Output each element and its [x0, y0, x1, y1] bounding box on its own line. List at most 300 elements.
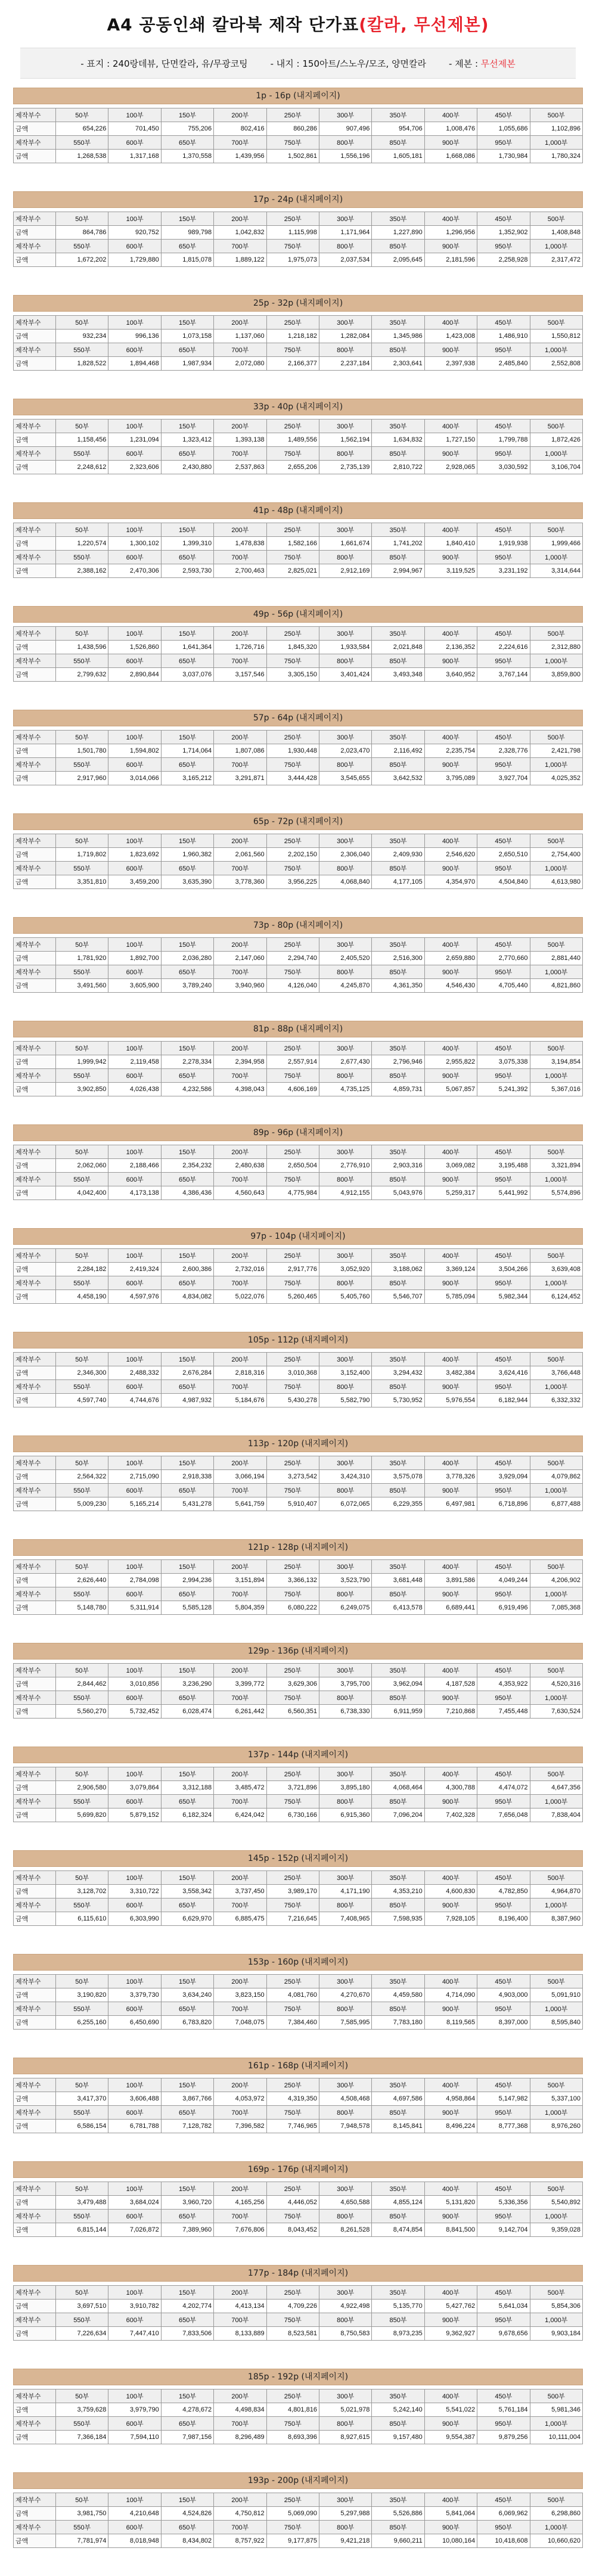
quantity-cell: 850부 [372, 2313, 424, 2327]
price-cell: 7,128,782 [161, 2120, 213, 2133]
quantity-cell: 900부 [424, 2002, 477, 2016]
price-cell: 7,026,872 [108, 2223, 161, 2237]
quantity-cell: 650부 [161, 2210, 213, 2223]
quantity-cell: 850부 [372, 1484, 424, 1497]
quantity-cell: 350부 [372, 731, 424, 744]
price-cell: 3,014,066 [108, 772, 161, 785]
price-section [13, 2369, 583, 2472]
quantity-row [14, 447, 583, 461]
quantity-cell: 500부 [530, 1042, 582, 1055]
price-cell: 5,069,090 [266, 2507, 319, 2521]
price-cell: 2,354,232 [161, 1159, 213, 1173]
quantity-row [14, 1353, 583, 1366]
price-cell: 7,455,448 [477, 1705, 530, 1719]
quantity-cell: 350부 [372, 2286, 424, 2300]
price-section [13, 1539, 583, 1643]
price-cell: 5,841,064 [424, 2507, 477, 2521]
price-cell: 3,128,702 [56, 1885, 108, 1898]
quantity-cell: 250부 [266, 834, 319, 848]
quantity-cell: 850부 [372, 1380, 424, 1394]
quantity-cell: 300부 [319, 731, 371, 744]
quantity-row [14, 420, 583, 433]
row-label: 금액 [14, 2300, 56, 2313]
price-cell: 3,314,644 [530, 564, 582, 578]
price-cell: 3,379,730 [108, 1988, 161, 2002]
price-cell: 7,676,806 [214, 2223, 266, 2237]
quantity-row [14, 1276, 583, 1290]
row-label: 금액 [14, 668, 56, 682]
quantity-row [14, 731, 583, 744]
quantity-cell: 50부 [56, 1767, 108, 1781]
row-label: 제작부수 [14, 212, 56, 226]
quantity-cell: 950부 [477, 758, 530, 772]
row-label: 제작부수 [14, 1042, 56, 1055]
quantity-cell: 1,000부 [530, 447, 582, 461]
quantity-cell: 600부 [108, 447, 161, 461]
price-cell: 3,351,810 [56, 875, 108, 889]
price-cell: 860,286 [266, 122, 319, 136]
price-cell: 3,721,896 [266, 1781, 319, 1795]
price-cell: 2,023,470 [319, 744, 371, 758]
price-cell: 1,726,716 [214, 641, 266, 654]
row-label: 제작부수 [14, 2313, 56, 2327]
row-label: 제작부수 [14, 862, 56, 875]
quantity-cell: 800부 [319, 1380, 371, 1394]
row-label: 금액 [14, 1912, 56, 1926]
price-cell: 3,194,854 [530, 1055, 582, 1069]
price-cell: 3,291,871 [214, 772, 266, 785]
price-cell: 2,323,606 [108, 461, 161, 474]
price-cell: 3,273,542 [266, 1470, 319, 1484]
quantity-cell: 650부 [161, 343, 213, 357]
row-label: 제작부수 [14, 2182, 56, 2196]
price-cell: 5,405,760 [319, 1290, 371, 1304]
quantity-cell: 300부 [319, 108, 371, 122]
price-cell: 3,767,144 [477, 668, 530, 682]
price-cell: 1,478,838 [214, 537, 266, 551]
price-cell: 2,537,863 [214, 461, 266, 474]
quantity-cell: 500부 [530, 1664, 582, 1677]
quantity-cell: 650부 [161, 654, 213, 668]
quantity-cell: 600부 [108, 136, 161, 150]
quantity-cell: 1,000부 [530, 1691, 582, 1705]
price-cell: 7,833,506 [161, 2327, 213, 2341]
price-cell: 4,187,528 [424, 1677, 477, 1691]
quantity-cell: 50부 [56, 938, 108, 952]
quantity-cell: 1,000부 [530, 343, 582, 357]
price-cell: 8,496,224 [424, 2120, 477, 2133]
quantity-cell: 400부 [424, 108, 477, 122]
row-label: 제작부수 [14, 136, 56, 150]
quantity-cell: 350부 [372, 1560, 424, 1574]
quantity-cell: 850부 [372, 1691, 424, 1705]
price-section [13, 1124, 583, 1228]
quantity-cell: 750부 [266, 654, 319, 668]
price-cell: 2,397,938 [424, 357, 477, 371]
price-section [13, 2161, 583, 2265]
row-label: 제작부수 [14, 240, 56, 253]
price-row [14, 2300, 583, 2313]
quantity-cell: 750부 [266, 862, 319, 875]
price-cell: 8,757,922 [214, 2534, 266, 2548]
quantity-cell: 700부 [214, 654, 266, 668]
quantity-cell: 500부 [530, 1560, 582, 1574]
price-cell: 1,823,692 [108, 848, 161, 862]
section-title: 41p - 48p (내지페이지) [13, 502, 583, 519]
quantity-cell: 1,000부 [530, 551, 582, 564]
row-label: 제작부수 [14, 2210, 56, 2223]
quantity-cell: 900부 [424, 447, 477, 461]
quantity-cell: 50부 [56, 1042, 108, 1055]
title-main: A4 공동인쇄 칼라북 제작 단가표 [107, 15, 359, 35]
quantity-cell: 200부 [214, 2389, 266, 2403]
section-title: 33p - 40p (내지페이지) [13, 399, 583, 415]
price-row [14, 330, 583, 343]
quantity-cell: 550부 [56, 1173, 108, 1186]
quantity-cell: 450부 [477, 2078, 530, 2092]
price-table [13, 108, 583, 163]
price-row [14, 1988, 583, 2002]
price-cell: 8,976,260 [530, 2120, 582, 2133]
quantity-cell: 400부 [424, 731, 477, 744]
price-row [14, 2327, 583, 2341]
price-cell: 5,043,976 [372, 1186, 424, 1200]
price-row [14, 150, 583, 163]
quantity-cell: 950부 [477, 1898, 530, 1912]
row-label: 금액 [14, 2534, 56, 2548]
quantity-cell: 700부 [214, 1898, 266, 1912]
price-cell: 2,470,306 [108, 564, 161, 578]
quantity-cell: 550부 [56, 758, 108, 772]
row-label: 제작부수 [14, 965, 56, 979]
price-cell: 1,634,832 [372, 433, 424, 447]
quantity-cell: 1,000부 [530, 1173, 582, 1186]
price-cell: 4,498,834 [214, 2403, 266, 2417]
quantity-cell: 900부 [424, 1587, 477, 1601]
price-cell: 5,067,857 [424, 1083, 477, 1096]
price-row [14, 952, 583, 965]
quantity-cell: 250부 [266, 2286, 319, 2300]
quantity-cell: 550부 [56, 1484, 108, 1497]
price-cell: 4,520,316 [530, 1677, 582, 1691]
quantity-row [14, 758, 583, 772]
quantity-cell: 800부 [319, 654, 371, 668]
price-cell: 1,055,686 [477, 122, 530, 136]
quantity-cell: 350부 [372, 2493, 424, 2507]
quantity-cell: 500부 [530, 938, 582, 952]
quantity-cell: 600부 [108, 2313, 161, 2327]
price-cell: 2,810,722 [372, 461, 424, 474]
quantity-cell: 750부 [266, 343, 319, 357]
section-title: 105p - 112p (내지페이지) [13, 1332, 583, 1348]
price-cell: 1,502,861 [266, 150, 319, 163]
quantity-cell: 350부 [372, 1767, 424, 1781]
price-cell: 864,786 [56, 226, 108, 240]
price-cell: 3,424,310 [319, 1470, 371, 1484]
price-cell: 4,042,400 [56, 1186, 108, 1200]
quantity-cell: 700부 [214, 2313, 266, 2327]
price-cell: 3,910,782 [108, 2300, 161, 2313]
price-cell: 802,416 [214, 122, 266, 136]
quantity-cell: 650부 [161, 862, 213, 875]
row-label: 금액 [14, 1705, 56, 1719]
quantity-cell: 500부 [530, 1975, 582, 1988]
quantity-cell: 400부 [424, 834, 477, 848]
price-cell: 3,778,360 [214, 875, 266, 889]
price-row [14, 1601, 583, 1615]
price-cell: 6,629,970 [161, 1912, 213, 1926]
quantity-cell: 750부 [266, 2521, 319, 2534]
section-title: 1p - 16p (내지페이지) [13, 88, 583, 104]
price-cell: 9,660,211 [372, 2534, 424, 2548]
price-cell: 10,418,608 [477, 2534, 530, 2548]
price-cell: 2,278,334 [161, 1055, 213, 1069]
quantity-cell: 100부 [108, 1975, 161, 1988]
quantity-cell: 450부 [477, 212, 530, 226]
quantity-cell: 650부 [161, 2106, 213, 2120]
quantity-cell: 500부 [530, 2493, 582, 2507]
quantity-cell: 550부 [56, 1276, 108, 1290]
price-row [14, 1055, 583, 1069]
price-cell: 1,042,832 [214, 226, 266, 240]
quantity-cell: 800부 [319, 1276, 371, 1290]
quantity-cell: 950부 [477, 862, 530, 875]
price-cell: 2,770,660 [477, 952, 530, 965]
quantity-row [14, 240, 583, 253]
price-section [13, 2265, 583, 2369]
quantity-cell: 200부 [214, 731, 266, 744]
quantity-cell: 400부 [424, 420, 477, 433]
quantity-cell: 300부 [319, 2182, 371, 2196]
price-cell: 1,486,910 [477, 330, 530, 343]
quantity-cell: 750부 [266, 136, 319, 150]
quantity-row [14, 1042, 583, 1055]
quantity-row [14, 2417, 583, 2431]
price-cell: 5,560,270 [56, 1705, 108, 1719]
price-cell: 7,928,105 [424, 1912, 477, 1926]
price-cell: 3,369,124 [424, 1263, 477, 1276]
price-cell: 4,801,816 [266, 2403, 319, 2417]
quantity-cell: 450부 [477, 938, 530, 952]
quantity-cell: 150부 [161, 627, 213, 641]
price-row [14, 1497, 583, 1511]
row-label: 금액 [14, 952, 56, 965]
quantity-cell: 800부 [319, 2313, 371, 2327]
quantity-cell: 150부 [161, 1560, 213, 1574]
quantity-cell: 200부 [214, 627, 266, 641]
price-cell: 2,659,880 [424, 952, 477, 965]
quantity-cell: 50부 [56, 1560, 108, 1574]
price-cell: 2,147,060 [214, 952, 266, 965]
row-label: 제작부수 [14, 2078, 56, 2092]
spec-bar [20, 48, 576, 79]
price-cell: 5,574,896 [530, 1186, 582, 1200]
quantity-cell: 450부 [477, 108, 530, 122]
price-cell: 7,048,075 [214, 2016, 266, 2030]
quantity-cell: 600부 [108, 965, 161, 979]
price-cell: 5,641,034 [477, 2300, 530, 2313]
price-cell: 3,479,488 [56, 2196, 108, 2210]
price-cell: 2,181,596 [424, 253, 477, 267]
quantity-cell: 300부 [319, 1975, 371, 1988]
price-section [13, 710, 583, 813]
row-label: 금액 [14, 848, 56, 862]
quantity-cell: 50부 [56, 834, 108, 848]
quantity-cell: 200부 [214, 1560, 266, 1574]
price-cell: 3,927,704 [477, 772, 530, 785]
quantity-cell: 1,000부 [530, 1276, 582, 1290]
quantity-cell: 600부 [108, 2002, 161, 2016]
quantity-cell: 700부 [214, 1069, 266, 1083]
row-label: 금액 [14, 875, 56, 889]
quantity-cell: 950부 [477, 2521, 530, 2534]
quantity-cell: 50부 [56, 523, 108, 537]
quantity-cell: 850부 [372, 654, 424, 668]
price-cell: 1,975,073 [266, 253, 319, 267]
quantity-cell: 650부 [161, 551, 213, 564]
quantity-cell: 200부 [214, 108, 266, 122]
quantity-cell: 1,000부 [530, 654, 582, 668]
quantity-cell: 500부 [530, 420, 582, 433]
price-cell: 7,783,180 [372, 2016, 424, 2030]
price-cell: 2,095,645 [372, 253, 424, 267]
row-label: 제작부수 [14, 2106, 56, 2120]
price-cell: 6,303,990 [108, 1912, 161, 1926]
price-cell: 4,613,980 [530, 875, 582, 889]
quantity-cell: 900부 [424, 654, 477, 668]
price-cell: 1,933,584 [319, 641, 371, 654]
quantity-cell: 200부 [214, 1353, 266, 1366]
price-cell: 3,778,326 [424, 1470, 477, 1484]
quantity-cell: 100부 [108, 1664, 161, 1677]
price-table [13, 1870, 583, 1926]
price-cell: 4,735,125 [319, 1083, 371, 1096]
quantity-cell: 150부 [161, 731, 213, 744]
quantity-cell: 200부 [214, 1249, 266, 1263]
quantity-cell: 950부 [477, 1484, 530, 1497]
quantity-row [14, 938, 583, 952]
quantity-cell: 650부 [161, 1069, 213, 1083]
price-cell: 1,605,181 [372, 150, 424, 163]
row-label: 금액 [14, 1601, 56, 1615]
quantity-cell: 200부 [214, 938, 266, 952]
price-cell: 6,115,610 [56, 1912, 108, 1926]
price-cell: 8,133,889 [214, 2327, 266, 2341]
price-row [14, 2431, 583, 2444]
price-cell: 6,560,351 [266, 1705, 319, 1719]
quantity-cell: 1,000부 [530, 2210, 582, 2223]
price-cell: 1,137,060 [214, 330, 266, 343]
quantity-cell: 600부 [108, 1795, 161, 1809]
price-cell: 8,523,581 [266, 2327, 319, 2341]
quantity-cell: 650부 [161, 1587, 213, 1601]
quantity-cell: 900부 [424, 2417, 477, 2431]
row-label: 금액 [14, 2016, 56, 2030]
price-cell: 6,586,154 [56, 2120, 108, 2133]
quantity-cell: 300부 [319, 1145, 371, 1159]
price-cell: 10,111,004 [530, 2431, 582, 2444]
quantity-cell: 950부 [477, 965, 530, 979]
quantity-cell: 250부 [266, 212, 319, 226]
quantity-cell: 500부 [530, 1249, 582, 1263]
price-cell: 755,206 [161, 122, 213, 136]
price-cell: 4,049,244 [477, 1574, 530, 1587]
price-table [13, 315, 583, 371]
price-cell: 4,714,090 [424, 1988, 477, 2002]
quantity-cell: 850부 [372, 2106, 424, 2120]
price-cell: 4,474,072 [477, 1781, 530, 1795]
quantity-cell: 500부 [530, 523, 582, 537]
price-cell: 7,389,960 [161, 2223, 213, 2237]
price-cell: 2,906,580 [56, 1781, 108, 1795]
row-label: 제작부수 [14, 1975, 56, 1988]
quantity-cell: 850부 [372, 965, 424, 979]
row-label: 금액 [14, 564, 56, 578]
row-label: 제작부수 [14, 1484, 56, 1497]
row-label: 금액 [14, 2196, 56, 2210]
price-cell: 1,526,860 [108, 641, 161, 654]
row-label: 금액 [14, 226, 56, 240]
price-cell: 5,910,407 [266, 1497, 319, 1511]
price-cell: 2,430,880 [161, 461, 213, 474]
row-label: 제작부수 [14, 551, 56, 564]
quantity-cell: 100부 [108, 1353, 161, 1366]
quantity-cell: 900부 [424, 1484, 477, 1497]
price-cell: 5,091,910 [530, 1988, 582, 2002]
price-section [13, 2058, 583, 2161]
price-cell: 2,994,967 [372, 564, 424, 578]
quantity-cell: 950부 [477, 343, 530, 357]
quantity-cell: 500부 [530, 212, 582, 226]
quantity-cell: 400부 [424, 2493, 477, 2507]
price-cell: 5,148,780 [56, 1601, 108, 1615]
price-cell: 3,119,525 [424, 564, 477, 578]
quantity-cell: 650부 [161, 758, 213, 772]
row-label: 제작부수 [14, 1145, 56, 1159]
quantity-row [14, 1380, 583, 1394]
price-cell: 4,987,932 [161, 1394, 213, 1407]
price-cell: 7,594,110 [108, 2431, 161, 2444]
price-cell: 3,523,790 [319, 1574, 371, 1587]
price-cell: 3,766,448 [530, 1366, 582, 1380]
price-cell: 1,799,788 [477, 433, 530, 447]
quantity-cell: 550부 [56, 1691, 108, 1705]
price-cell: 8,119,565 [424, 2016, 477, 2030]
quantity-cell: 350부 [372, 2389, 424, 2403]
price-cell: 2,516,300 [372, 952, 424, 965]
price-cell: 1,282,084 [319, 330, 371, 343]
price-cell: 2,593,730 [161, 564, 213, 578]
quantity-cell: 50부 [56, 316, 108, 330]
price-cell: 9,359,028 [530, 2223, 582, 2237]
quantity-row [14, 316, 583, 330]
price-cell: 4,560,643 [214, 1186, 266, 1200]
quantity-cell: 550부 [56, 1795, 108, 1809]
quantity-cell: 500부 [530, 627, 582, 641]
quantity-cell: 550부 [56, 1587, 108, 1601]
quantity-cell: 500부 [530, 316, 582, 330]
quantity-cell: 750부 [266, 2417, 319, 2431]
price-row [14, 1912, 583, 1926]
quantity-cell: 250부 [266, 627, 319, 641]
quantity-cell: 900부 [424, 1898, 477, 1912]
quantity-cell: 900부 [424, 862, 477, 875]
price-cell: 1,672,202 [56, 253, 108, 267]
price-table [13, 1767, 583, 1822]
quantity-cell: 950부 [477, 240, 530, 253]
quantity-cell: 800부 [319, 2002, 371, 2016]
price-cell: 5,730,952 [372, 1394, 424, 1407]
